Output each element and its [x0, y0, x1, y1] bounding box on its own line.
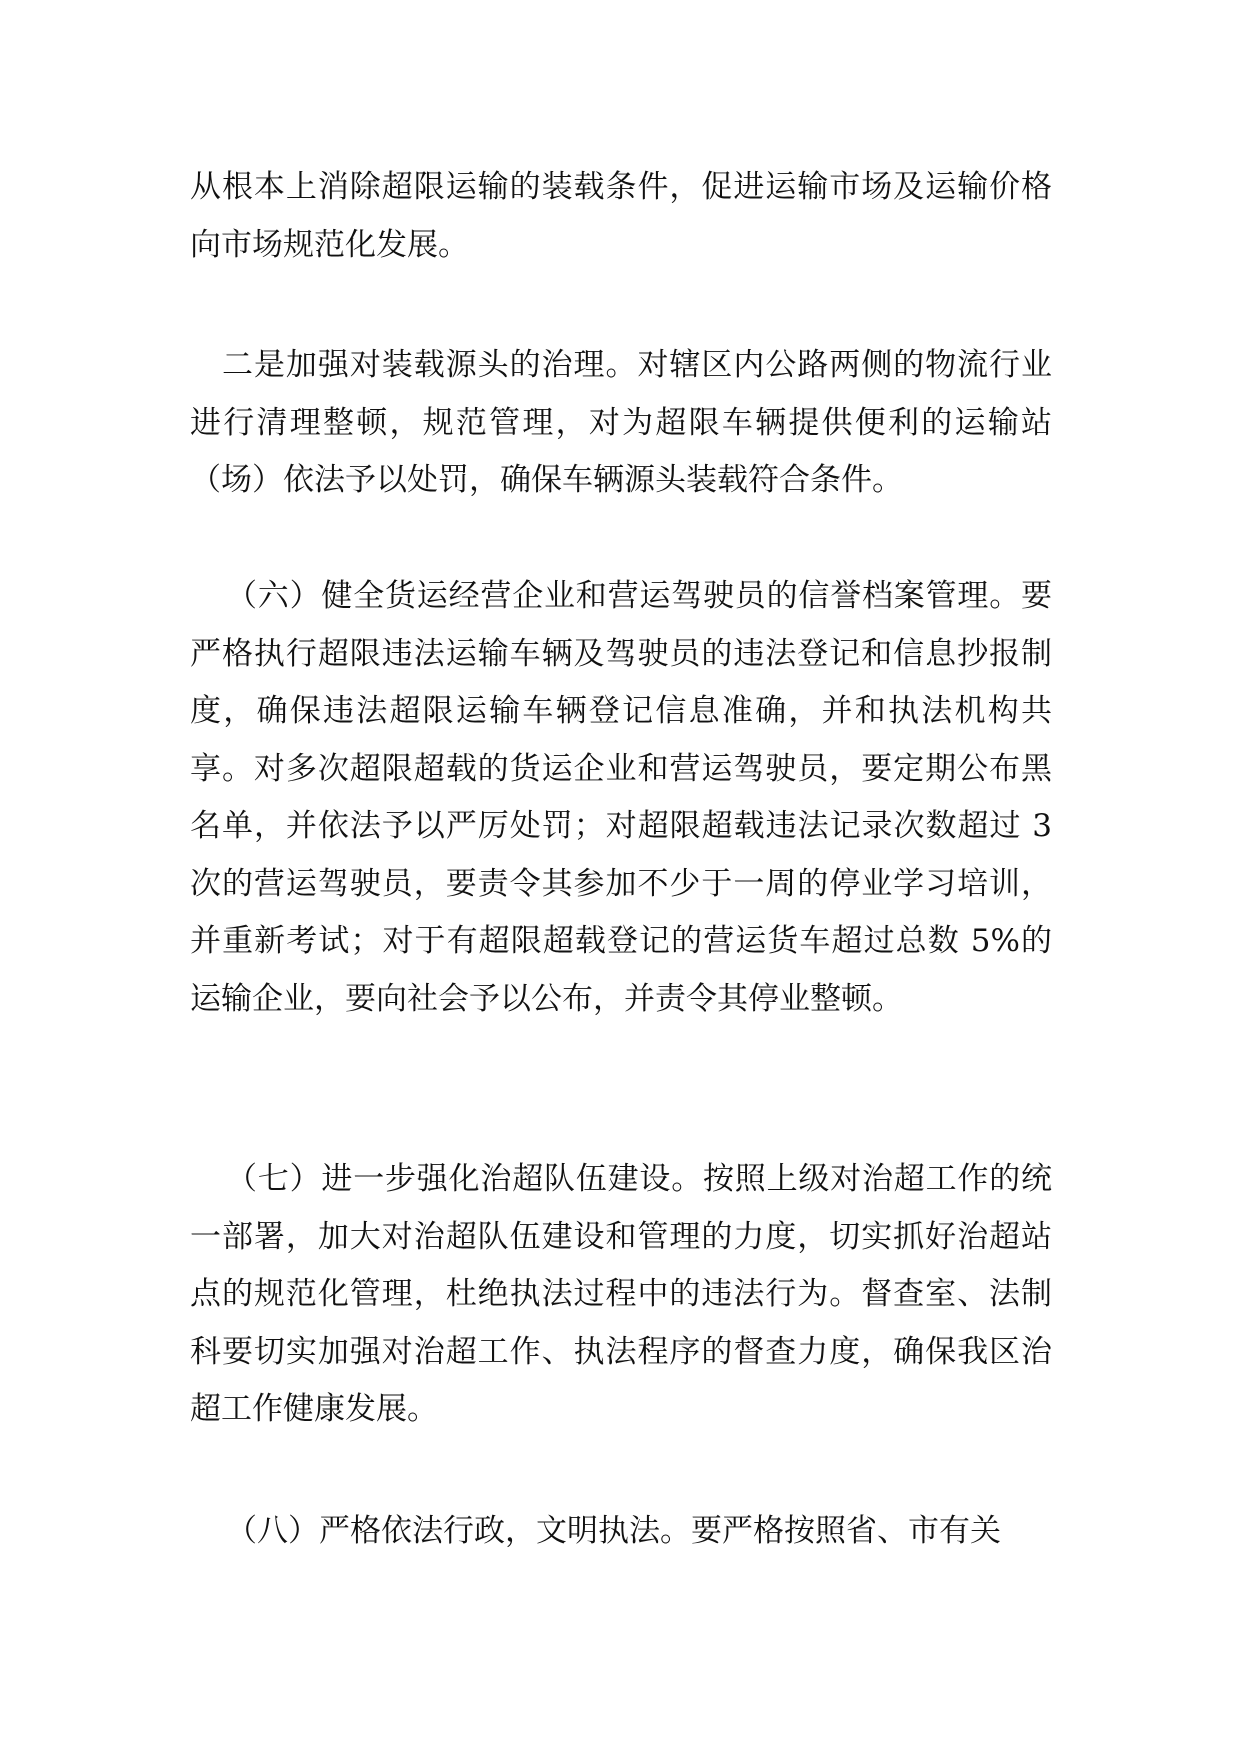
paragraph-section-six: （六）健全货运经营企业和营运驾驶员的信誉档案管理。要严格执行超限违法运输车辆及驾驶员的违法登记和信息抄报制度，确保违法超限运输车辆登记信息准确，并和执法机构共享。对多次超限超载的货运企业和营运驾驶员，要定期公布黑名单，并依法予以严厉处罚；对超限超载违法记录次数超过 3 次的营运驾驶员，要责令其参加不少于一周的停业学习培训，并重新考试；对于有超限超载登记的营运货车超过总数 5%的运输企业，要向社会予以公布，并责令其停业整顿。: [190, 578, 1052, 1017]
paragraph-section-seven: （七）进一步强化治超队伍建设。按照上级对治超工作的统一部署，加大对治超队伍建设和管理的力度，切实抓好治超站点的规范化管理，杜绝执法过程中的违法行为。督查室、法制科要切实加强对治超工作、执法程序的督查力度，确保我区治超工作健康发展。: [190, 1161, 1052, 1427]
paragraph-section-eight: （八）严格依法行政，文明执法。要严格按照省、市有关: [226, 1513, 1001, 1549]
paragraph-continuation: 从根本上消除超限运输的装载条件，促进运输市场及运输价格向市场规范化发展。: [190, 169, 1052, 263]
paragraph-source-control: 二是加强对装载源头的治理。对辖区内公路两侧的物流行业进行清理整顿，规范管理，对为超限车辆提供便利的运输站（场）依法予以处罚，确保车辆源头装载符合条件。: [190, 347, 1052, 498]
